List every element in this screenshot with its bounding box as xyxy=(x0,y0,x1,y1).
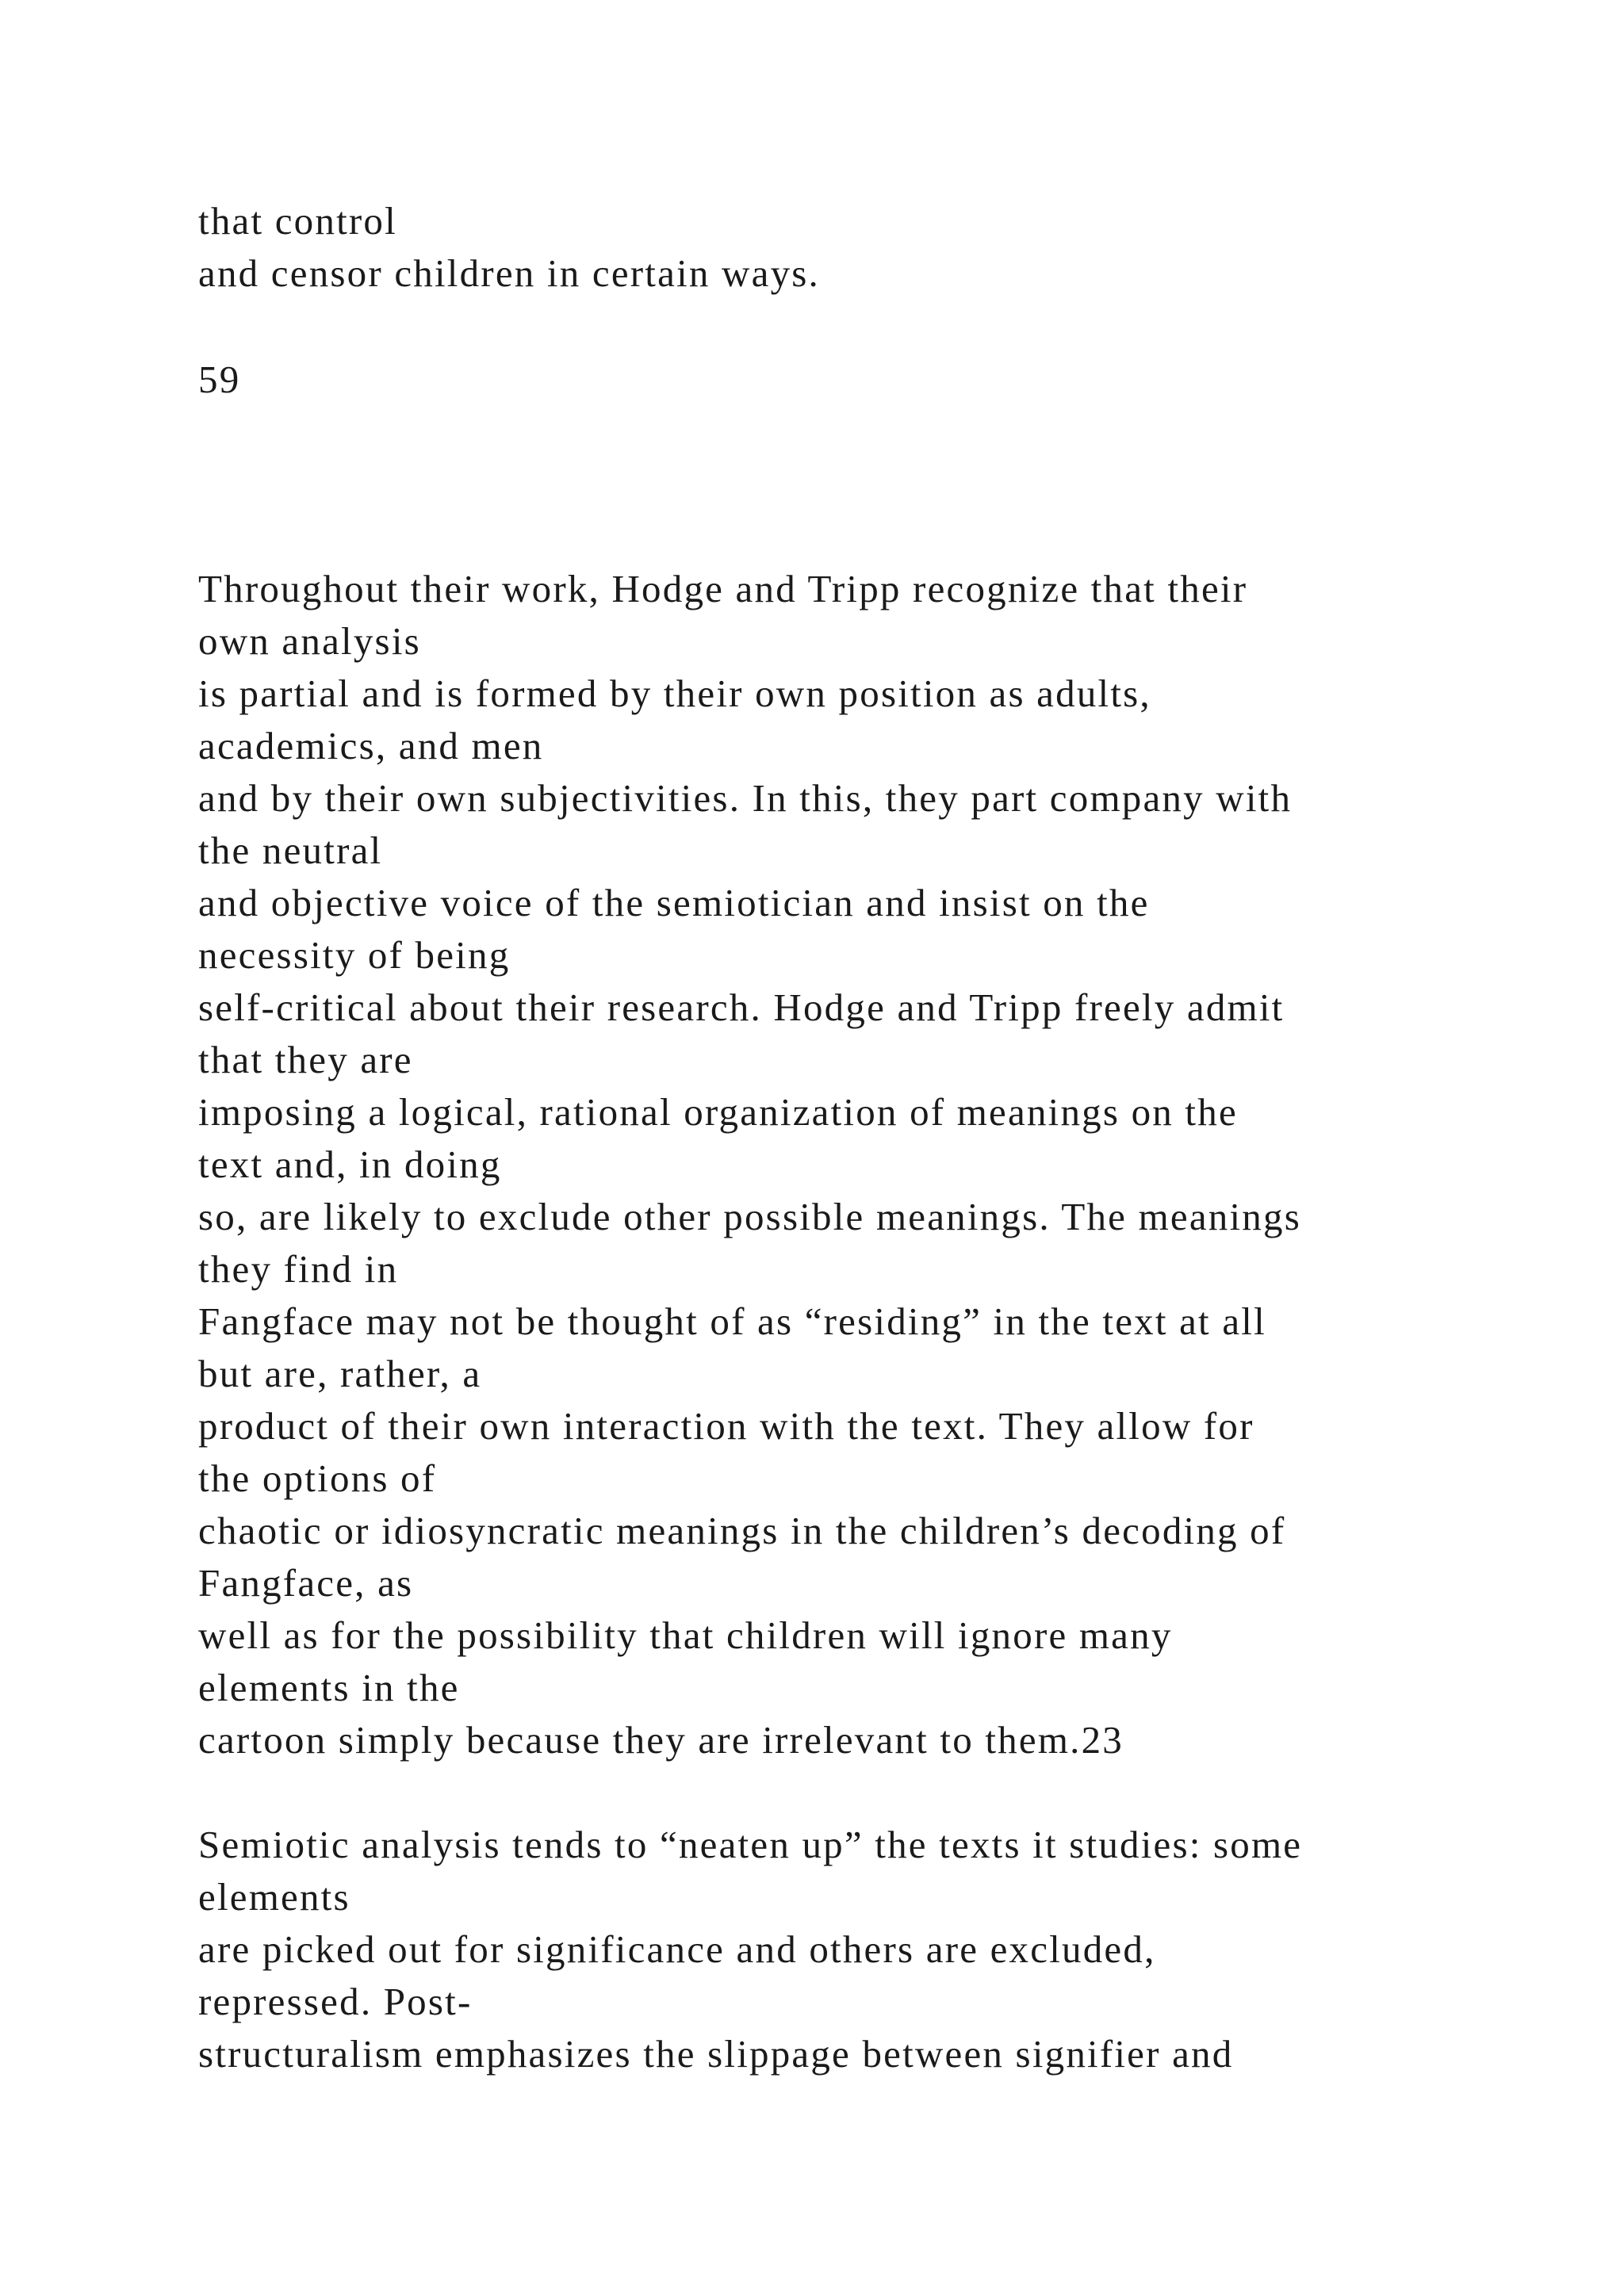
text-line: but are, rather, a xyxy=(198,1352,482,1395)
text-line: chaotic or idiosyncratic meanings in the children’s decoding of xyxy=(198,1509,1286,1552)
text-line: Semiotic analysis tends to “neaten up” the texts it studies: some xyxy=(198,1823,1303,1866)
text-line: structuralism emphasizes the slippage between signifier and xyxy=(198,2032,1234,2076)
text-line: Fangface may not be thought of as “residing” in the text at all xyxy=(198,1299,1266,1343)
text-line: Fangface, as xyxy=(198,1561,414,1605)
text-line: own analysis xyxy=(198,619,421,663)
text-line: that control xyxy=(198,199,397,243)
text-line: is partial and is formed by their own position as adults, xyxy=(198,672,1151,715)
text-line: and objective voice of the semiotician and insist on the xyxy=(198,881,1150,924)
text-line: text and, in doing xyxy=(198,1142,502,1186)
text-line: imposing a logical, rational organization of meanings on the xyxy=(198,1090,1238,1134)
text-line: the options of xyxy=(198,1456,437,1500)
text-line: so, are likely to exclude other possible meanings. The meanings xyxy=(198,1195,1301,1238)
text-line: self-critical about their research. Hodge and Tripp freely admit xyxy=(198,985,1285,1029)
text-line: and by their own subjectivities. In this, they part company with xyxy=(198,776,1293,820)
text-line: elements xyxy=(198,1875,350,1919)
text-line: that they are xyxy=(198,1038,413,1081)
text-line: elements in the xyxy=(198,1666,460,1709)
text-line: academics, and men xyxy=(198,724,544,767)
text-line: well as for the possibility that children will ignore many xyxy=(198,1613,1173,1657)
text-line: repressed. Post- xyxy=(198,1980,473,2023)
page-number: 59 xyxy=(198,358,241,401)
text-line: necessity of being xyxy=(198,933,511,977)
text-line: Throughout their work, Hodge and Tripp recognize that their xyxy=(198,567,1248,610)
text-line: they find in xyxy=(198,1247,399,1291)
text-line: product of their own interaction with the text. They allow for xyxy=(198,1404,1254,1448)
text-line: are picked out for significance and others are excluded, xyxy=(198,1927,1156,1971)
text-line: the neutral xyxy=(198,828,383,872)
text-line: cartoon simply because they are irrelevant to them.23 xyxy=(198,1718,1124,1762)
text-line: and censor children in certain ways. xyxy=(198,251,820,295)
